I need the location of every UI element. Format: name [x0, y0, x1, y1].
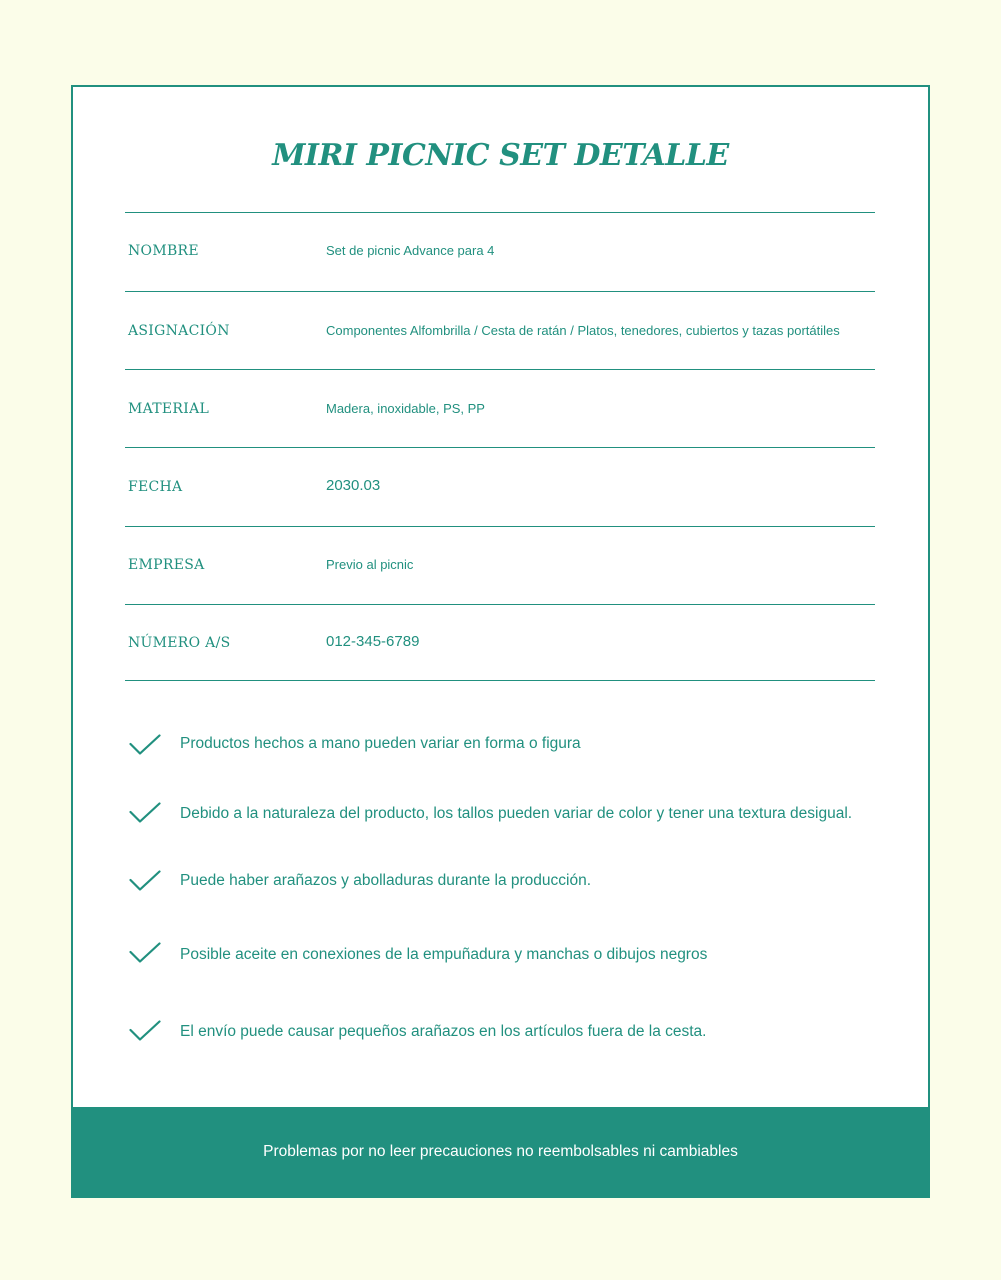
- note-item: Debido a la naturaleza del producto, los tallos pueden variar de color y tener una textura desigual.: [180, 805, 853, 822]
- detail-value-fecha: 2030.03: [326, 477, 381, 494]
- page-title: MIRI PICNIC SET DETALLE: [272, 138, 729, 173]
- checkmark-icon: [129, 1020, 161, 1042]
- checkmark-icon: [129, 942, 161, 964]
- detail-value-material: Madera, inoxidable, PS, PP: [326, 401, 485, 416]
- footer-warning-text: Problemas por no leer precauciones no reembolsables ni cambiables: [263, 1143, 738, 1160]
- detail-value-asignacion: Componentes Alfombrilla / Cesta de ratán / Platos, tenedores, cubiertos y tazas portátiles: [326, 323, 840, 338]
- checkmark-icon: [129, 802, 161, 824]
- table-divider: [125, 369, 875, 370]
- detail-label-numero-as: NÚMERO A/S: [128, 635, 231, 651]
- checkmark-icon: [129, 734, 161, 756]
- checkmark-icon: [129, 870, 161, 892]
- table-divider: [125, 212, 875, 213]
- table-divider: [125, 680, 875, 681]
- table-divider: [125, 604, 875, 605]
- detail-label-nombre: NOMBRE: [128, 243, 199, 259]
- detail-label-asignacion: ASIGNACIÓN: [128, 323, 230, 339]
- detail-value-empresa: Previo al picnic: [326, 557, 414, 572]
- detail-label-empresa: EMPRESA: [128, 557, 205, 573]
- detail-value-numero-as: 012-345-6789: [326, 633, 420, 650]
- detail-value-nombre: Set de picnic Advance para 4: [326, 243, 495, 258]
- table-divider: [125, 447, 875, 448]
- detail-label-material: MATERIAL: [128, 401, 210, 417]
- note-item: Posible aceite en conexiones de la empuñadura y manchas o dibujos negros: [180, 946, 708, 963]
- note-item: El envío puede causar pequeños arañazos en los artículos fuera de la cesta.: [180, 1023, 707, 1040]
- note-item: Puede haber arañazos y abolladuras durante la producción.: [180, 872, 592, 889]
- note-item: Productos hechos a mano pueden variar en forma o figura: [180, 735, 581, 752]
- detail-label-fecha: FECHA: [128, 479, 183, 495]
- table-divider: [125, 291, 875, 292]
- table-divider: [125, 526, 875, 527]
